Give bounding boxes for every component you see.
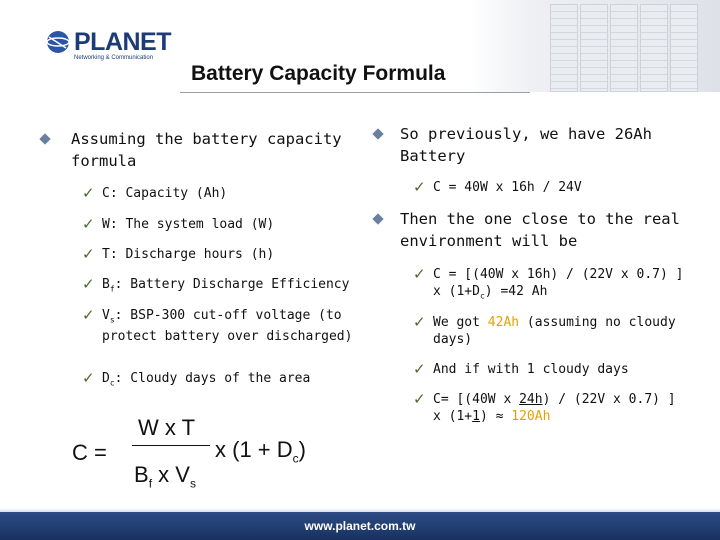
formula-denominator: $B_f$ x $V_s$ [134,462,196,491]
right-item-1: C = 40W x 16h / 24V [433,180,582,195]
bullet-diamond-icon [372,128,383,139]
checkmark-icon: ✓ [413,178,426,196]
checkmark-icon: ✓ [413,360,426,378]
left-item-dc: $D_c$: Cloudy days of the area [102,371,311,388]
logo-brand: PLANET [74,28,171,56]
globe-icon [46,30,70,54]
rack-graphic [670,4,698,92]
checkmark-icon: ✓ [413,390,426,408]
bullet-diamond-icon [39,133,50,144]
logo-tagline: Networking & Communication [74,55,154,61]
left-item-w: W: The system load (W) [102,217,275,232]
checkmark-icon: ✓ [413,265,426,283]
rack-graphic [610,4,638,92]
rack-graphic [550,4,578,92]
bullet-diamond-icon [372,213,383,224]
formula-numerator: W x T [138,415,196,440]
slide-title: Battery Capacity Formula [191,62,446,85]
checkmark-icon: ✓ [413,313,426,331]
planet-logo [46,28,171,68]
right-item-3: We got 42Ah (assuming no cloudy days) [433,315,676,347]
right-bullet-1: So previously, we have 26Ah Battery [400,125,652,165]
footer-bar [0,512,720,540]
left-item-vs: $V_s$: BSP-300 cut-off voltage (to protect battery over discharged) [102,308,353,345]
formula-factor: x $(1 + D_c)$ [215,437,306,466]
right-item-4: And if with 1 cloudy days [433,362,629,377]
footer-url[interactable]: www.planet.com.tw [304,519,416,533]
left-item-c: C: Capacity (Ah) [102,186,228,201]
checkmark-icon: ✓ [82,275,95,293]
right-item-5: C= [(40W x 24h) / (22V x 0.7) ] x (1+1) ≈ 120Ah [433,392,676,424]
title-divider [180,92,530,93]
left-bullet: Assuming the battery capacity formula [71,130,342,170]
fraction-bar [132,445,210,446]
rack-graphic [640,4,668,92]
checkmark-icon: ✓ [82,369,95,387]
left-item-bf: $B_f$: Battery Discharge Efficiency [102,277,350,294]
right-bullet-2: Then the one close to the real environment will be [400,210,680,250]
checkmark-icon: ✓ [82,245,95,263]
right-item-2: C = [(40W x 16h) / (22V x 0.7) ] x $(1+D_c) =42$ Ah [433,267,684,301]
left-item-t: T: Discharge hours (h) [102,247,275,262]
checkmark-icon: ✓ [82,184,95,202]
checkmark-icon: ✓ [82,215,95,233]
checkmark-icon: ✓ [82,306,95,324]
formula-lhs: C = [72,440,107,465]
rack-graphic [580,4,608,92]
server-rack-image [470,0,720,92]
